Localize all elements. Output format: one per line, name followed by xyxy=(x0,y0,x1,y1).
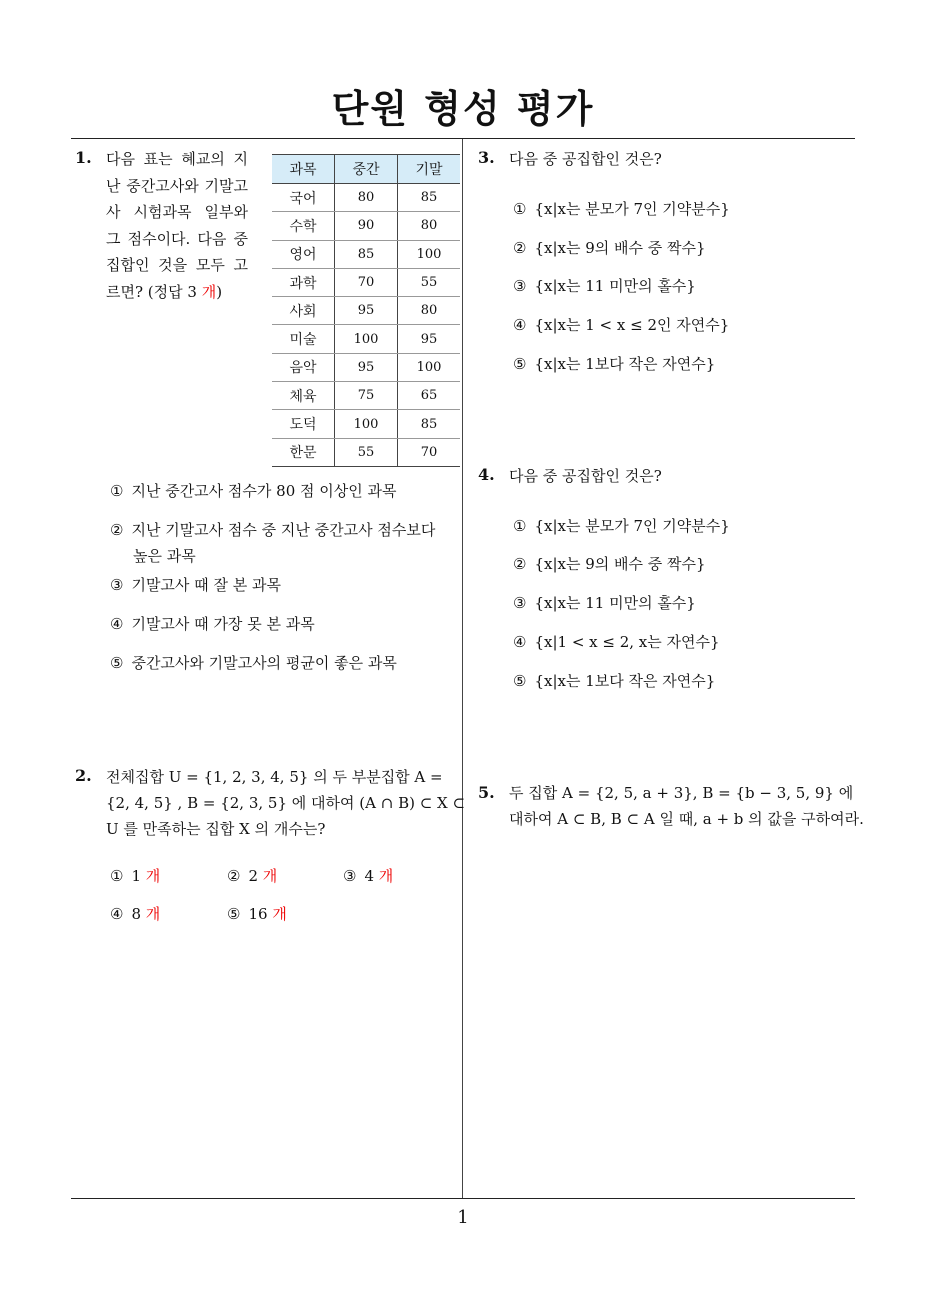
table-cell-subject: 미술 xyxy=(272,325,335,353)
table-row xyxy=(272,297,460,325)
table-cell-midterm: 75 xyxy=(335,382,398,410)
option-text: {x|x는 11 미만의 홀수} xyxy=(534,277,696,295)
table-cell-final: 100 xyxy=(398,240,461,268)
table-cell-subject: 체육 xyxy=(272,382,335,410)
q1-option-5[interactable] xyxy=(110,650,397,676)
table-row xyxy=(272,240,460,268)
table-cell-final: 80 xyxy=(398,212,461,240)
option-text: 지난 기말고사 점수 중 지난 중간고사 점수보다 xyxy=(131,521,436,539)
option-unit: 개 xyxy=(145,867,161,885)
option-mark: ③ xyxy=(343,867,357,885)
option-text: 지난 중간고사 점수가 80 점 이상인 과목 xyxy=(131,482,397,500)
option-text: {x|x는 1보다 작은 자연수} xyxy=(534,355,716,373)
bottom-rule xyxy=(71,1198,855,1199)
q2-number: 2. xyxy=(75,766,92,785)
top-rule xyxy=(71,138,855,139)
option-mark: ⑤ xyxy=(227,905,241,923)
option-mark: ④ xyxy=(513,633,527,651)
table-cell-subject: 수학 xyxy=(272,212,335,240)
option-mark: ④ xyxy=(513,316,527,334)
option-mark: ② xyxy=(227,867,241,885)
q4-stem: 다음 중 공집합인 것은? xyxy=(509,467,662,485)
table-cell-final: 100 xyxy=(398,353,461,381)
option-mark: ① xyxy=(110,867,124,885)
q2-option-3[interactable] xyxy=(343,863,393,889)
q5-line-2: 대하여 A ⊂ B, B ⊂ A 일 때, a + b 의 값을 구하여라. xyxy=(509,810,864,828)
option-mark: ② xyxy=(513,555,527,573)
option-mark: ① xyxy=(513,200,527,218)
option-text: {x|1 < x ≤ 2, x는 자연수} xyxy=(534,633,720,651)
option-text: {x|x는 1보다 작은 자연수} xyxy=(534,672,716,690)
score-table xyxy=(272,154,460,467)
option-value: 16 xyxy=(248,905,268,923)
table-cell-midterm: 80 xyxy=(335,184,398,212)
option-mark: ⑤ xyxy=(110,654,124,672)
q2-line-1: 전체집합 U = {1, 2, 3, 4, 5} 의 두 부분집합 A = xyxy=(106,768,443,786)
q3-option-1[interactable] xyxy=(513,196,730,222)
q1-text-end: ) xyxy=(216,282,223,301)
table-header-subject: 과목 xyxy=(272,155,335,184)
table-row xyxy=(272,410,460,438)
column-divider xyxy=(462,139,463,1198)
q4-option-5[interactable] xyxy=(513,668,715,694)
q3-option-5[interactable] xyxy=(513,351,715,377)
q1-answer-unit: 개 xyxy=(201,282,217,301)
option-text: {x|x는 11 미만의 홀수} xyxy=(534,594,696,612)
table-row xyxy=(272,438,460,466)
page-title: 단원 형성 평가 xyxy=(331,87,595,131)
table-cell-final: 55 xyxy=(398,268,461,296)
table-cell-midterm: 95 xyxy=(335,297,398,325)
option-mark: ③ xyxy=(513,594,527,612)
table-cell-final: 85 xyxy=(398,410,461,438)
option-text: 중간고사와 기말고사의 평균이 좋은 과목 xyxy=(131,654,397,672)
table-row xyxy=(272,325,460,353)
table-cell-final: 70 xyxy=(398,438,461,466)
option-value: 1 xyxy=(131,867,141,885)
q1-text: 다음 표는 혜교의 지난 중간고사와 기말고사 시험과목 일부와 그 점수이다. 다음 중 집합인 것을 모두 고르면? (정답 3 xyxy=(106,150,248,301)
table-row xyxy=(272,353,460,381)
table-cell-subject: 한문 xyxy=(272,438,335,466)
table-cell-midterm: 95 xyxy=(335,353,398,381)
table-header-midterm: 중간 xyxy=(335,155,398,184)
option-mark: ③ xyxy=(110,576,124,594)
option-mark: ④ xyxy=(110,905,124,923)
q4-option-1[interactable] xyxy=(513,513,730,539)
q3-option-4[interactable] xyxy=(513,312,729,338)
table-cell-final: 85 xyxy=(398,184,461,212)
q2-line-2: {2, 4, 5} , B = {2, 3, 5} 에 대하여 (A ∩ B) ⊂ X ⊂ xyxy=(106,794,466,812)
table-cell-midterm: 100 xyxy=(335,325,398,353)
q4-option-2[interactable] xyxy=(513,551,706,577)
q1-option-4[interactable] xyxy=(110,611,315,637)
option-text: {x|x는 분모가 7인 기약분수} xyxy=(534,200,730,218)
option-mark: ⑤ xyxy=(513,355,527,373)
table-cell-subject: 영어 xyxy=(272,240,335,268)
table-cell-midterm: 85 xyxy=(335,240,398,268)
q3-stem: 다음 중 공집합인 것은? xyxy=(509,150,662,168)
q4-number: 4. xyxy=(478,465,495,484)
table-row xyxy=(272,212,460,240)
table-row xyxy=(272,184,460,212)
option-mark: ⑤ xyxy=(513,672,527,690)
table-cell-subject: 국어 xyxy=(272,184,335,212)
q2-option-4[interactable] xyxy=(110,901,160,927)
q3-number: 3. xyxy=(478,148,495,167)
table-row xyxy=(272,268,460,296)
table-cell-subject: 도덕 xyxy=(272,410,335,438)
option-text: 기말고사 때 가장 못 본 과목 xyxy=(131,615,315,633)
table-cell-final: 95 xyxy=(398,325,461,353)
q1-stem xyxy=(106,146,248,305)
table-cell-midterm: 90 xyxy=(335,212,398,240)
q1-option-2-cont: 높은 과목 xyxy=(133,547,196,565)
q3-option-2[interactable] xyxy=(513,235,706,261)
q1-number: 1. xyxy=(75,148,92,167)
table-cell-subject: 사회 xyxy=(272,297,335,325)
page-number: 1 xyxy=(457,1207,469,1228)
q2-option-1[interactable] xyxy=(110,863,160,889)
q4-option-3[interactable] xyxy=(513,590,696,616)
q3-option-3[interactable] xyxy=(513,273,696,299)
option-mark: ① xyxy=(110,482,124,500)
option-mark: ② xyxy=(513,239,527,257)
table-cell-final: 80 xyxy=(398,297,461,325)
option-value: 4 xyxy=(364,867,374,885)
q5-number: 5. xyxy=(478,783,495,802)
table-cell-midterm: 55 xyxy=(335,438,398,466)
q1-option-2[interactable] xyxy=(110,517,435,543)
option-value: 2 xyxy=(248,867,258,885)
q2-line-3: U 를 만족하는 집합 X 의 개수는? xyxy=(106,820,326,838)
table-header-row xyxy=(272,155,460,184)
table-cell-subject: 과학 xyxy=(272,268,335,296)
table-header-final: 기말 xyxy=(398,155,461,184)
table-row xyxy=(272,382,460,410)
option-unit: 개 xyxy=(272,905,287,923)
table-cell-subject: 음악 xyxy=(272,353,335,381)
table-cell-midterm: 70 xyxy=(335,268,398,296)
q2-option-2[interactable] xyxy=(227,863,277,889)
table-cell-midterm: 100 xyxy=(335,410,398,438)
q4-option-4[interactable] xyxy=(513,629,720,655)
option-mark: ③ xyxy=(513,277,527,295)
option-unit: 개 xyxy=(262,867,278,885)
option-unit: 개 xyxy=(145,905,161,923)
q2-option-5[interactable] xyxy=(227,901,287,927)
option-text: {x|x는 1 < x ≤ 2인 자연수} xyxy=(534,316,730,334)
option-mark: ② xyxy=(110,521,124,539)
option-text: {x|x는 9의 배수 중 짝수} xyxy=(534,239,706,257)
option-unit: 개 xyxy=(378,867,394,885)
q1-option-3[interactable] xyxy=(110,572,281,598)
table-cell-final: 65 xyxy=(398,382,461,410)
option-mark: ① xyxy=(513,517,527,535)
q5-line-1: 두 집합 A = {2, 5, a + 3}, B = {b − 3, 5, 9} 에 xyxy=(509,784,854,802)
option-text: 기말고사 때 잘 본 과목 xyxy=(131,576,281,594)
q1-option-1[interactable] xyxy=(110,478,397,504)
option-mark: ④ xyxy=(110,615,124,633)
option-text: {x|x는 9의 배수 중 짝수} xyxy=(534,555,706,573)
option-value: 8 xyxy=(131,905,141,923)
option-text: {x|x는 분모가 7인 기약분수} xyxy=(534,517,730,535)
